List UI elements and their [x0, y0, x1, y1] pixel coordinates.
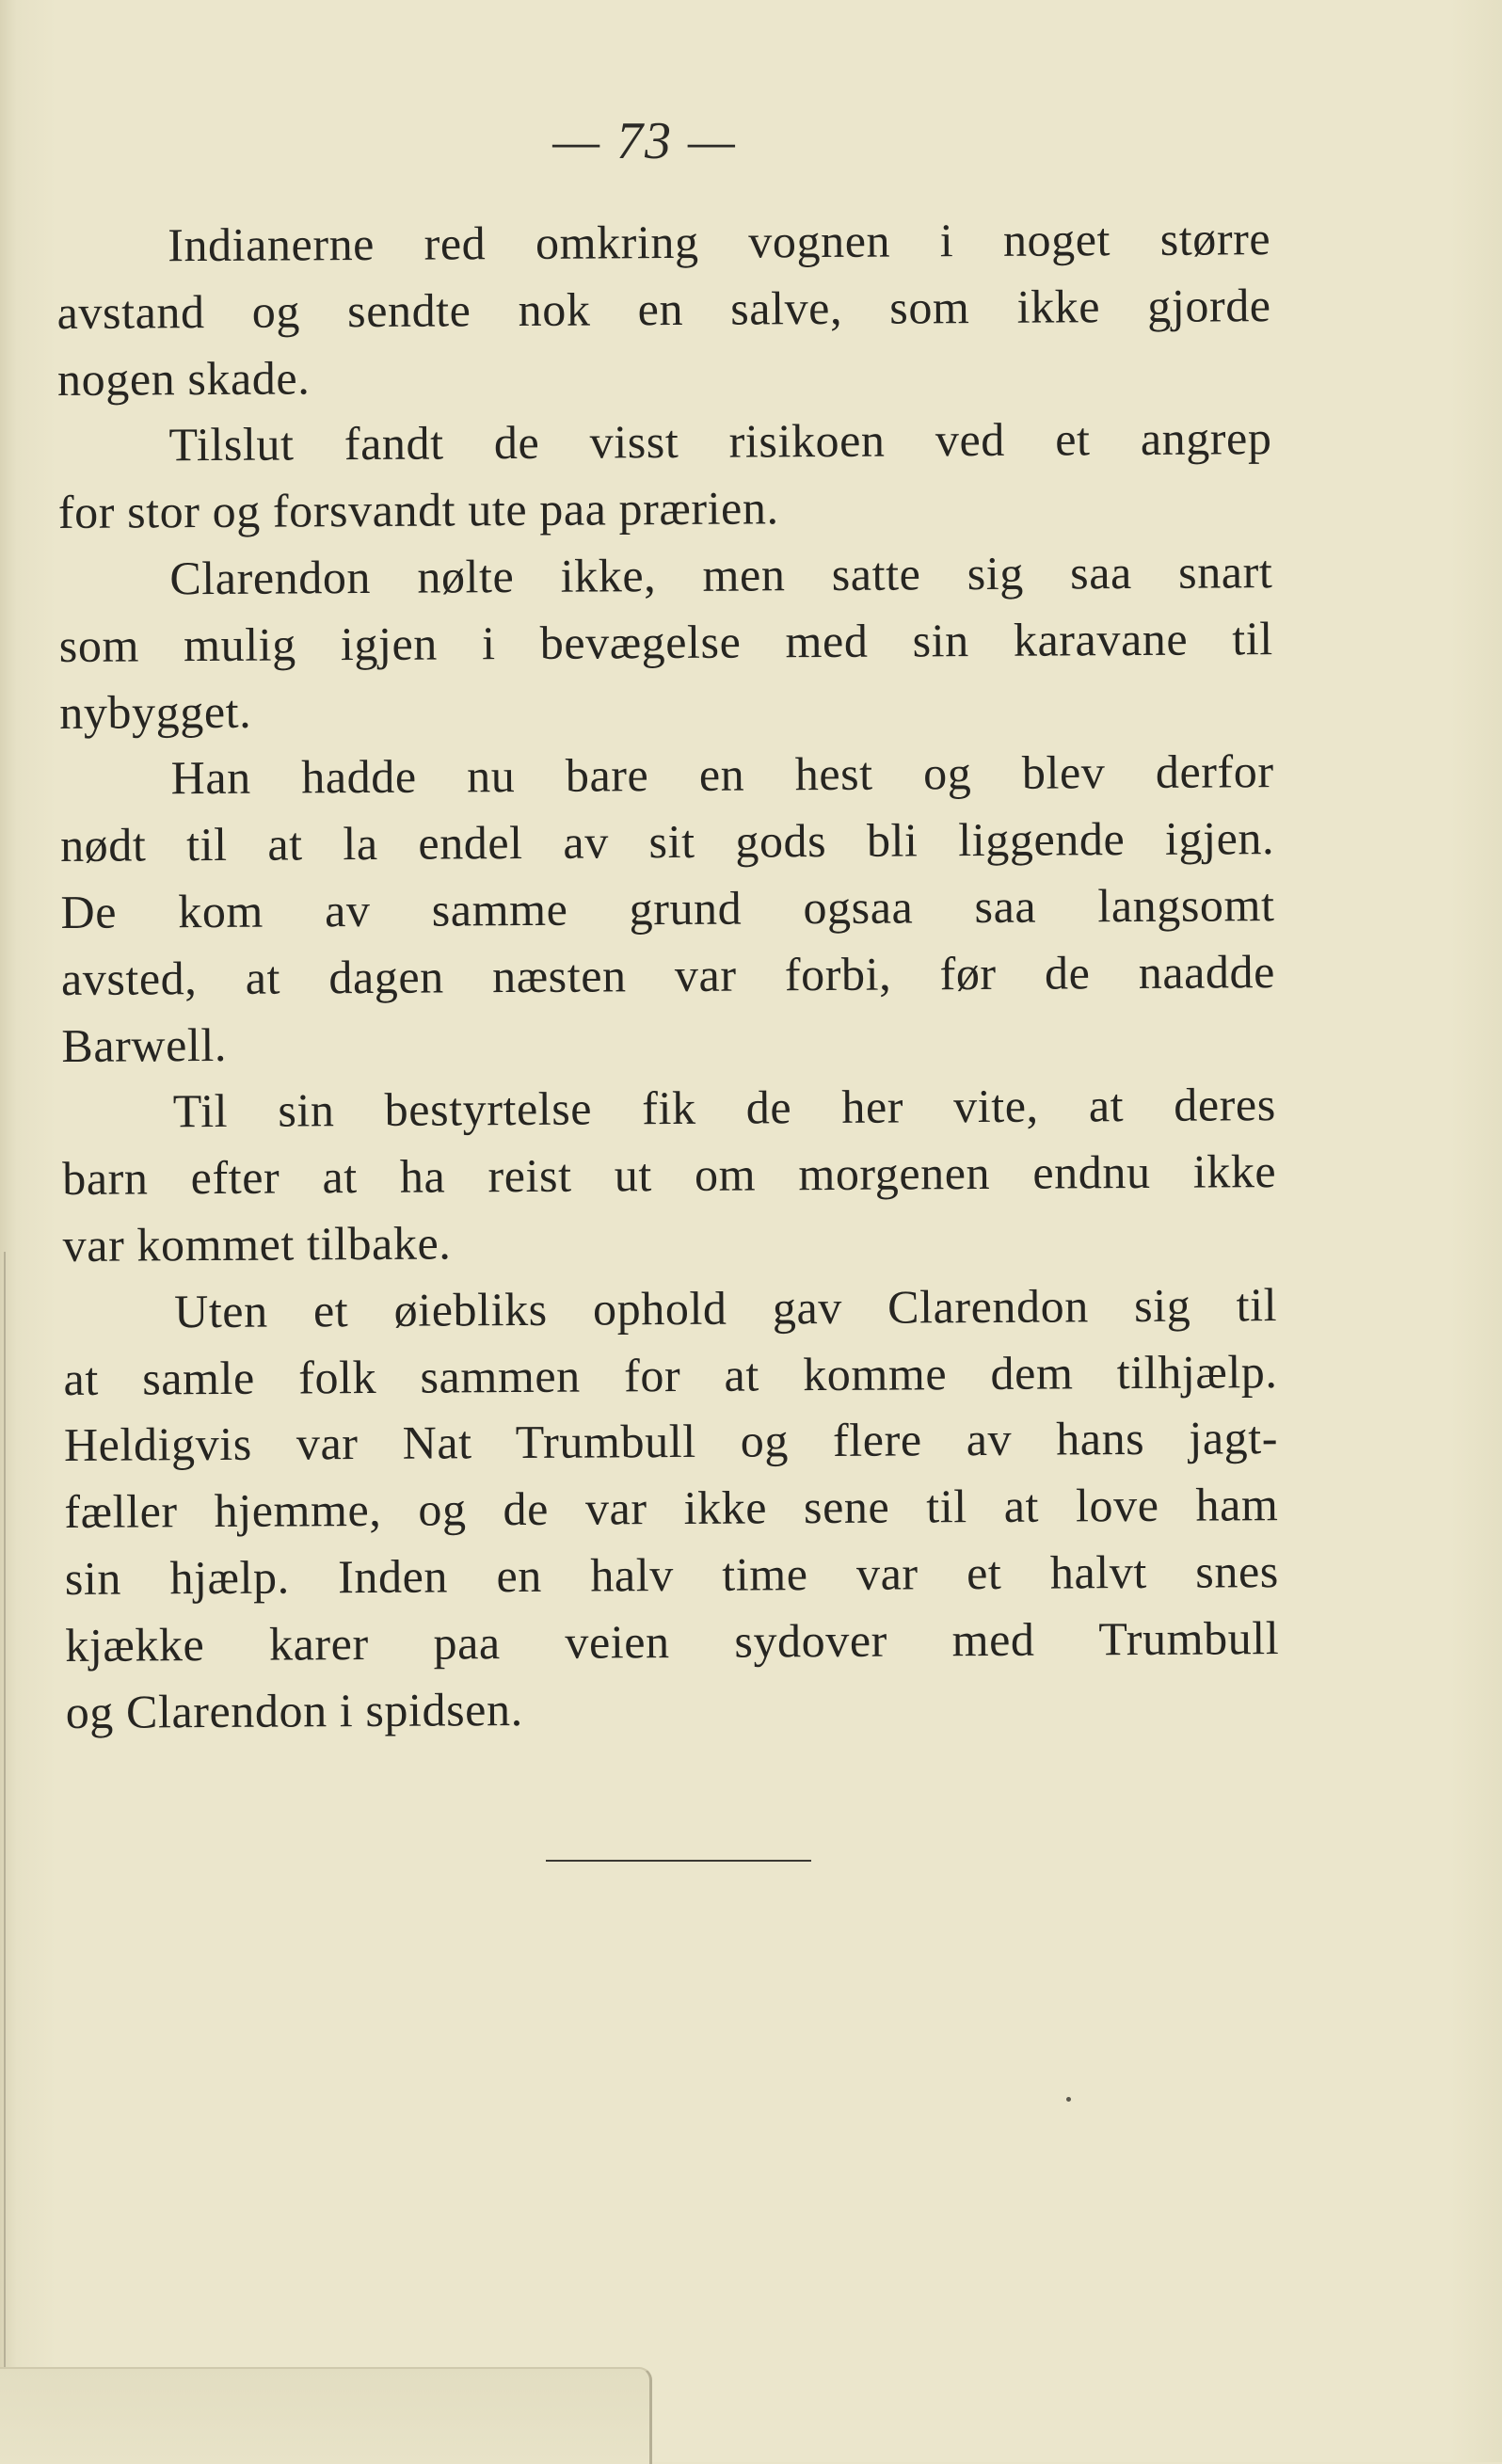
- text-line: nybygget.: [59, 684, 252, 739]
- text-line: avsted, at dagen næsten var forbi, før de naadde: [60, 944, 1276, 1005]
- text-line: nogen skade.: [56, 350, 311, 406]
- text-line: Han hadde nu bare en hest og blev derfor: [170, 744, 1274, 805]
- text-line: Til sin bestyrtelse fik de her vite, at deres: [172, 1078, 1276, 1138]
- text-line: fæller hjemme, og de var ikke sene til at love ham: [64, 1478, 1279, 1539]
- text-line: Uten et øiebliks ophold gav Clarendon sig til: [173, 1277, 1278, 1338]
- text-line: for stor og forsvandt ute paa prærien.: [57, 481, 779, 539]
- text-line: nødt til at la endel av sit gods bli liggende igjen.: [59, 811, 1275, 872]
- text-line: var kommet tilbake.: [62, 1216, 452, 1272]
- text-line: avstand og sendte nok en salve, som ikke gjorde: [56, 278, 1271, 339]
- text-line: Clarendon nølte ikke, men satte sig saa snart: [169, 545, 1273, 605]
- page-edge-line: [4, 1252, 6, 2419]
- text-line: sin hjælp. Inden en halv time var et halvt snes: [64, 1544, 1280, 1605]
- text-line: at samle folk sammen for at komme dem tilhjælp.: [63, 1344, 1278, 1405]
- text-line: Heldigvis var Nat Trumbull og flere av hans jagt-: [63, 1411, 1279, 1472]
- text-line: Indianerne red omkring vognen i noget større: [168, 212, 1271, 272]
- chapter-end-rule: [546, 1860, 811, 1862]
- page-fold: [0, 2367, 652, 2464]
- text-line: barn efter at ha reist ut om morgenen endnu ikke: [62, 1144, 1277, 1206]
- paper-speck: [1066, 2097, 1071, 2102]
- text-line: som mulig igjen i bevægelse med sin karavane til: [58, 611, 1273, 672]
- text-line: Tilslut fandt de visst risikoen ved et angrep: [168, 411, 1272, 472]
- text-line: kjække karer paa veien sydover med Trumbull: [65, 1610, 1280, 1672]
- text-line: De kom av samme grund ogsaa saa langsomt: [60, 878, 1275, 938]
- body-text: [56, 205, 1280, 1745]
- page-number: — 73 —: [552, 112, 737, 170]
- text-line: Barwell.: [61, 1017, 228, 1072]
- text-line: og Clarendon i spidsen.: [65, 1682, 523, 1738]
